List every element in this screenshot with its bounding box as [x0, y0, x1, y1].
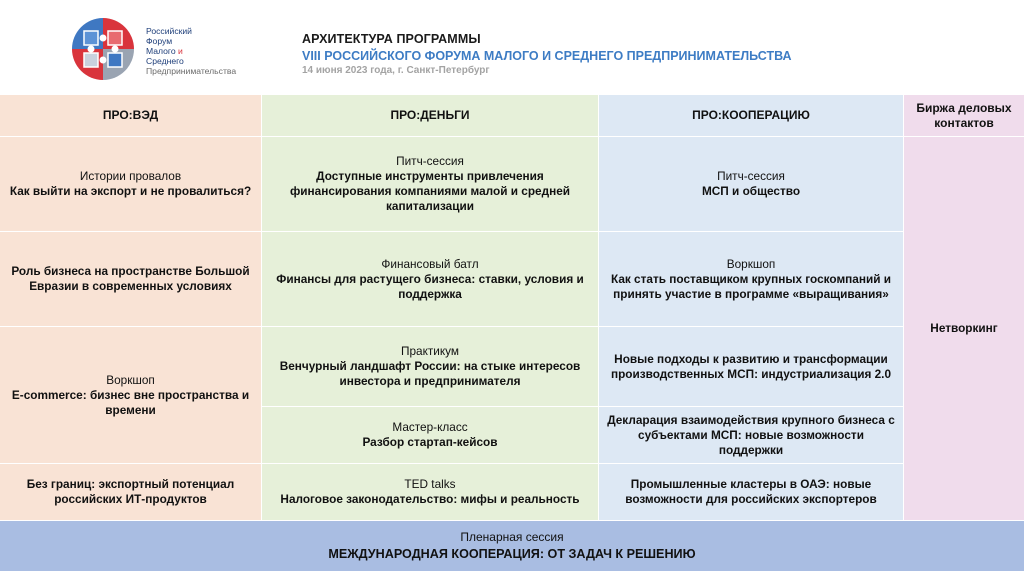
logo-line: Малого и	[146, 46, 183, 56]
session-title: Без границ: экспортный потенциал российских ИТ-продуктов	[26, 477, 235, 506]
session-cell	[262, 464, 599, 521]
program-table	[0, 95, 1024, 574]
session-cell	[262, 232, 599, 327]
session-title: Финансы для растущего бизнеса: ставки, условия и поддержка	[276, 271, 584, 301]
session-title: Роль бизнеса на пространстве Большой Евразии в современных условиях	[11, 264, 250, 293]
session-cell	[0, 327, 262, 464]
session-cell	[262, 407, 599, 464]
page-title: АРХИТЕКТУРА ПРОГРАММЫ	[302, 32, 481, 46]
session-type: Питч-сессия	[396, 154, 464, 168]
logo-line: Российский	[146, 26, 192, 36]
session-cell	[599, 232, 904, 327]
session-type: Воркшоп	[726, 256, 776, 271]
session-title: Промышленные кластеры в ОАЭ: новые возможности для российских экспортеров	[625, 477, 877, 506]
session-cell	[599, 464, 904, 521]
column-header-ved: ПРО:ВЭД	[0, 95, 262, 137]
session-cell	[599, 327, 904, 407]
session-title: E-commerce: бизнес вне пространства и времени	[11, 387, 250, 417]
networking-cell	[904, 137, 1024, 521]
session-type: Пленарная сессия	[460, 530, 564, 544]
logo-wordmark	[146, 26, 236, 76]
session-title: Нетворкинг	[930, 321, 998, 335]
session-title: Декларация взаимодействия крупного бизнеса с субъектами МСП: новые возможности поддержки	[607, 412, 895, 457]
column-header-koop: ПРО:КООПЕРАЦИЮ	[599, 95, 904, 137]
event-date: 14 июня 2023 года, г. Санкт-Петербург	[302, 65, 490, 76]
session-type: Практикум	[400, 344, 460, 358]
session-cell	[0, 464, 262, 521]
session-title: Как выйти на экспорт и не провалиться?	[9, 184, 252, 198]
session-type: TED talks	[404, 477, 456, 491]
session-cell	[0, 137, 262, 232]
logo-line: Предпринимательства	[146, 66, 237, 76]
column-header-birzha: Биржа деловых контактов	[904, 95, 1024, 137]
plenary-session	[0, 521, 1024, 571]
forum-subtitle: VIII РОССИЙСКОГО ФОРУМА МАЛОГО И СРЕДНЕГО ПРЕДПРИНИМАТЕЛЬСТВА	[302, 49, 792, 63]
forum-logo-puzzle-globe	[62, 16, 144, 82]
session-title: Новые подходы к развитию и трансформации производственных МСП: индустриализация 2.0	[610, 351, 892, 381]
session-title: МСП и общество	[701, 184, 801, 198]
logo-line: Форум	[146, 36, 173, 46]
session-cell	[599, 407, 904, 464]
session-title: Как стать поставщиком крупных госкомпаний и принять участие в программе «выращивания»	[610, 271, 892, 301]
session-type: Истории провалов	[79, 169, 182, 183]
program-titles	[302, 32, 792, 76]
session-title: Доступные инструменты привлечения финансирования компаниями малой и средней капитализации	[289, 169, 571, 213]
session-title: Разбор стартап-кейсов	[362, 435, 498, 449]
session-type: Финансовый батл	[381, 256, 479, 271]
session-title: Налоговое законодательство: мифы и реальность	[280, 492, 580, 506]
session-cell	[262, 327, 599, 407]
header	[0, 0, 1024, 95]
session-title: МЕЖДУНАРОДНАЯ КООПЕРАЦИЯ: ОТ ЗАДАЧ К РЕШЕНИЮ	[328, 547, 696, 561]
session-cell	[599, 137, 904, 232]
session-type: Воркшоп	[106, 372, 155, 387]
column-header-dengi: ПРО:ДЕНЬГИ	[262, 95, 599, 137]
logo-line: Среднего	[146, 56, 184, 66]
session-type: Мастер-класс	[392, 420, 468, 434]
session-title: Венчурный ландшафт России: на стыке интересов инвестора и предпринимателя	[279, 359, 581, 388]
session-cell	[0, 232, 262, 327]
session-cell	[262, 137, 599, 232]
session-type: Питч-сессия	[717, 169, 785, 183]
